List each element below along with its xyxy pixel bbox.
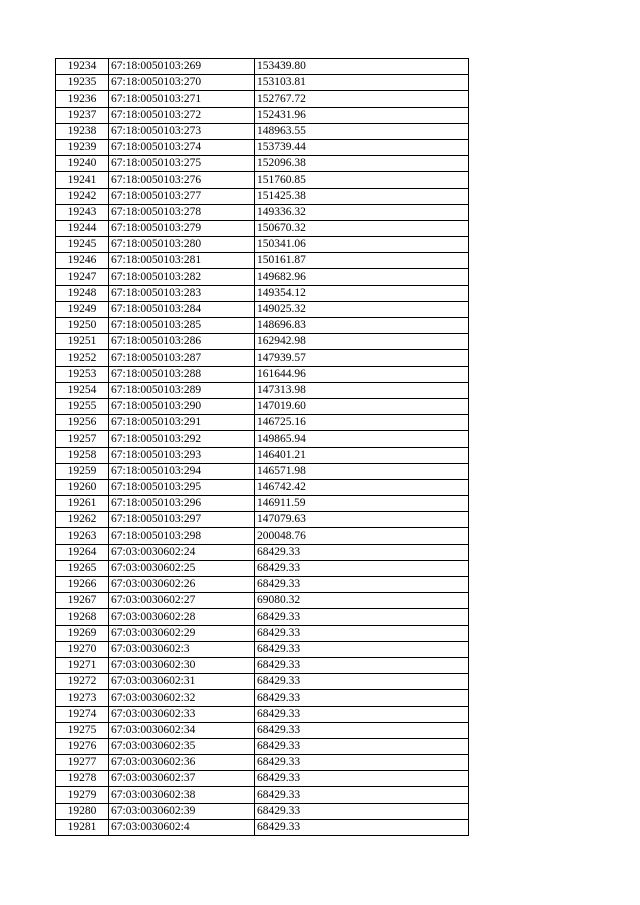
table-row	[56, 674, 469, 690]
row-number-cell: 19279	[56, 787, 109, 803]
row-number-cell: 19255	[56, 398, 109, 414]
cadastral-number-cell: 67:18:0050103:293	[109, 447, 255, 463]
cadastral-number-cell: 67:18:0050103:270	[109, 75, 255, 91]
value-cell: 68429.33	[255, 560, 469, 576]
value-cell: 149354.12	[255, 285, 469, 301]
value-cell: 153103.81	[255, 75, 469, 91]
row-number-cell: 19270	[56, 641, 109, 657]
row-number-cell: 19265	[56, 560, 109, 576]
cadastral-number-cell: 67:03:0030602:37	[109, 771, 255, 787]
cadastral-number-cell: 67:03:0030602:29	[109, 625, 255, 641]
row-number-cell: 19275	[56, 722, 109, 738]
value-cell: 152431.96	[255, 107, 469, 123]
table-row	[56, 398, 469, 414]
row-number-cell: 19266	[56, 577, 109, 593]
value-cell: 146571.98	[255, 463, 469, 479]
row-number-cell: 19237	[56, 107, 109, 123]
table-row	[56, 204, 469, 220]
row-number-cell: 19278	[56, 771, 109, 787]
value-cell: 68429.33	[255, 641, 469, 657]
cadastral-number-cell: 67:18:0050103:275	[109, 156, 255, 172]
row-number-cell: 19234	[56, 59, 109, 75]
table-row	[56, 415, 469, 431]
value-cell: 68429.33	[255, 722, 469, 738]
cadastral-number-cell: 67:03:0030602:39	[109, 803, 255, 819]
row-number-cell: 19254	[56, 382, 109, 398]
table-row	[56, 253, 469, 269]
cadastral-number-cell: 67:18:0050103:282	[109, 269, 255, 285]
cadastral-number-cell: 67:03:0030602:38	[109, 787, 255, 803]
table-row	[56, 172, 469, 188]
value-cell: 68429.33	[255, 609, 469, 625]
cadastral-number-cell: 67:18:0050103:281	[109, 253, 255, 269]
table-row	[56, 107, 469, 123]
value-cell: 149025.32	[255, 301, 469, 317]
row-number-cell: 19267	[56, 593, 109, 609]
value-cell: 68429.33	[255, 690, 469, 706]
value-cell: 149336.32	[255, 204, 469, 220]
value-cell: 146911.59	[255, 496, 469, 512]
table-row	[56, 301, 469, 317]
table-row	[56, 447, 469, 463]
value-cell: 150341.06	[255, 237, 469, 253]
cadastral-number-cell: 67:03:0030602:26	[109, 577, 255, 593]
cadastral-number-cell: 67:18:0050103:298	[109, 528, 255, 544]
table-row	[56, 431, 469, 447]
row-number-cell: 19258	[56, 447, 109, 463]
value-cell: 200048.76	[255, 528, 469, 544]
cadastral-number-cell: 67:18:0050103:279	[109, 220, 255, 236]
cadastral-number-cell: 67:03:0030602:35	[109, 738, 255, 754]
table-row	[56, 496, 469, 512]
cadastral-number-cell: 67:18:0050103:297	[109, 512, 255, 528]
cadastral-number-cell: 67:18:0050103:291	[109, 415, 255, 431]
table-row	[56, 91, 469, 107]
cadastral-number-cell: 67:18:0050103:286	[109, 334, 255, 350]
table-row	[56, 237, 469, 253]
row-number-cell: 19244	[56, 220, 109, 236]
table-row	[56, 706, 469, 722]
row-number-cell: 19271	[56, 657, 109, 673]
cadastral-number-cell: 67:18:0050103:272	[109, 107, 255, 123]
cadastral-number-cell: 67:18:0050103:289	[109, 382, 255, 398]
row-number-cell: 19280	[56, 803, 109, 819]
value-cell: 153739.44	[255, 139, 469, 155]
value-cell: 68429.33	[255, 657, 469, 673]
table-row	[56, 382, 469, 398]
value-cell: 146742.42	[255, 479, 469, 495]
table-row	[56, 188, 469, 204]
value-cell: 152096.38	[255, 156, 469, 172]
row-number-cell: 19256	[56, 415, 109, 431]
row-number-cell: 19281	[56, 819, 109, 835]
table-row	[56, 690, 469, 706]
table-row	[56, 625, 469, 641]
table-row	[56, 593, 469, 609]
row-number-cell: 19259	[56, 463, 109, 479]
table-row	[56, 544, 469, 560]
value-cell: 68429.33	[255, 544, 469, 560]
row-number-cell: 19253	[56, 366, 109, 382]
value-cell: 151760.85	[255, 172, 469, 188]
row-number-cell: 19239	[56, 139, 109, 155]
value-cell: 69080.32	[255, 593, 469, 609]
cadastral-number-cell: 67:03:0030602:27	[109, 593, 255, 609]
value-cell: 68429.33	[255, 738, 469, 754]
table-row	[56, 463, 469, 479]
cadastral-number-cell: 67:03:0030602:3	[109, 641, 255, 657]
cadastral-number-cell: 67:18:0050103:296	[109, 496, 255, 512]
value-cell: 151425.38	[255, 188, 469, 204]
table-row	[56, 803, 469, 819]
cadastral-number-cell: 67:18:0050103:276	[109, 172, 255, 188]
table-row	[56, 609, 469, 625]
row-number-cell: 19277	[56, 755, 109, 771]
row-number-cell: 19274	[56, 706, 109, 722]
row-number-cell: 19248	[56, 285, 109, 301]
cadastral-number-cell: 67:18:0050103:280	[109, 237, 255, 253]
cadastral-number-cell: 67:18:0050103:285	[109, 318, 255, 334]
cadastral-number-cell: 67:18:0050103:271	[109, 91, 255, 107]
table-row	[56, 334, 469, 350]
table-row	[56, 512, 469, 528]
table-row	[56, 819, 469, 835]
table-row	[56, 787, 469, 803]
cadastral-number-cell: 67:03:0030602:36	[109, 755, 255, 771]
value-cell: 152767.72	[255, 91, 469, 107]
table-row	[56, 479, 469, 495]
cadastral-number-cell: 67:03:0030602:31	[109, 674, 255, 690]
cadastral-number-cell: 67:03:0030602:28	[109, 609, 255, 625]
table-row	[56, 641, 469, 657]
data-table	[55, 58, 469, 836]
value-cell: 68429.33	[255, 803, 469, 819]
table-row	[56, 123, 469, 139]
table-row	[56, 156, 469, 172]
row-number-cell: 19262	[56, 512, 109, 528]
table-row	[56, 75, 469, 91]
value-cell: 68429.33	[255, 625, 469, 641]
table-row	[56, 350, 469, 366]
value-cell: 146401.21	[255, 447, 469, 463]
value-cell: 68429.33	[255, 674, 469, 690]
value-cell: 162942.98	[255, 334, 469, 350]
table-row	[56, 560, 469, 576]
row-number-cell: 19236	[56, 91, 109, 107]
cadastral-number-cell: 67:03:0030602:24	[109, 544, 255, 560]
cadastral-number-cell: 67:18:0050103:295	[109, 479, 255, 495]
value-cell: 148696.83	[255, 318, 469, 334]
cadastral-number-cell: 67:18:0050103:287	[109, 350, 255, 366]
cadastral-number-cell: 67:18:0050103:278	[109, 204, 255, 220]
row-number-cell: 19245	[56, 237, 109, 253]
table-row	[56, 269, 469, 285]
table-row	[56, 577, 469, 593]
row-number-cell: 19246	[56, 253, 109, 269]
cadastral-number-cell: 67:18:0050103:274	[109, 139, 255, 155]
value-cell: 68429.33	[255, 577, 469, 593]
value-cell: 68429.33	[255, 771, 469, 787]
table-row	[56, 59, 469, 75]
cadastral-number-cell: 67:18:0050103:294	[109, 463, 255, 479]
value-cell: 147939.57	[255, 350, 469, 366]
cadastral-number-cell: 67:18:0050103:284	[109, 301, 255, 317]
table-body	[56, 59, 469, 836]
cadastral-number-cell: 67:03:0030602:34	[109, 722, 255, 738]
table-row	[56, 657, 469, 673]
value-cell: 161644.96	[255, 366, 469, 382]
row-number-cell: 19251	[56, 334, 109, 350]
table-row	[56, 285, 469, 301]
cadastral-number-cell: 67:03:0030602:30	[109, 657, 255, 673]
cadastral-number-cell: 67:18:0050103:269	[109, 59, 255, 75]
row-number-cell: 19249	[56, 301, 109, 317]
value-cell: 153439.80	[255, 59, 469, 75]
cadastral-number-cell: 67:03:0030602:25	[109, 560, 255, 576]
row-number-cell: 19235	[56, 75, 109, 91]
value-cell: 147313.98	[255, 382, 469, 398]
cadastral-number-cell: 67:18:0050103:288	[109, 366, 255, 382]
value-cell: 150161.87	[255, 253, 469, 269]
cadastral-number-cell: 67:18:0050103:273	[109, 123, 255, 139]
row-number-cell: 19243	[56, 204, 109, 220]
table-row	[56, 738, 469, 754]
value-cell: 68429.33	[255, 706, 469, 722]
value-cell: 147079.63	[255, 512, 469, 528]
value-cell: 68429.33	[255, 819, 469, 835]
row-number-cell: 19264	[56, 544, 109, 560]
row-number-cell: 19241	[56, 172, 109, 188]
table-row	[56, 722, 469, 738]
value-cell: 146725.16	[255, 415, 469, 431]
value-cell: 68429.33	[255, 755, 469, 771]
row-number-cell: 19252	[56, 350, 109, 366]
row-number-cell: 19247	[56, 269, 109, 285]
value-cell: 150670.32	[255, 220, 469, 236]
row-number-cell: 19261	[56, 496, 109, 512]
row-number-cell: 19250	[56, 318, 109, 334]
table-row	[56, 220, 469, 236]
value-cell: 149865.94	[255, 431, 469, 447]
row-number-cell: 19273	[56, 690, 109, 706]
cadastral-number-cell: 67:18:0050103:290	[109, 398, 255, 414]
row-number-cell: 19269	[56, 625, 109, 641]
table-row	[56, 139, 469, 155]
row-number-cell: 19263	[56, 528, 109, 544]
row-number-cell: 19260	[56, 479, 109, 495]
row-number-cell: 19276	[56, 738, 109, 754]
cadastral-number-cell: 67:18:0050103:292	[109, 431, 255, 447]
row-number-cell: 19240	[56, 156, 109, 172]
table-row	[56, 318, 469, 334]
cadastral-number-cell: 67:03:0030602:4	[109, 819, 255, 835]
cadastral-number-cell: 67:03:0030602:33	[109, 706, 255, 722]
table-row	[56, 755, 469, 771]
table-row	[56, 366, 469, 382]
row-number-cell: 19272	[56, 674, 109, 690]
cadastral-number-cell: 67:18:0050103:283	[109, 285, 255, 301]
table-row	[56, 771, 469, 787]
row-number-cell: 19242	[56, 188, 109, 204]
table-row	[56, 528, 469, 544]
value-cell: 148963.55	[255, 123, 469, 139]
cadastral-number-cell: 67:18:0050103:277	[109, 188, 255, 204]
cadastral-number-cell: 67:03:0030602:32	[109, 690, 255, 706]
value-cell: 147019.60	[255, 398, 469, 414]
row-number-cell: 19257	[56, 431, 109, 447]
value-cell: 68429.33	[255, 787, 469, 803]
value-cell: 149682.96	[255, 269, 469, 285]
row-number-cell: 19238	[56, 123, 109, 139]
row-number-cell: 19268	[56, 609, 109, 625]
